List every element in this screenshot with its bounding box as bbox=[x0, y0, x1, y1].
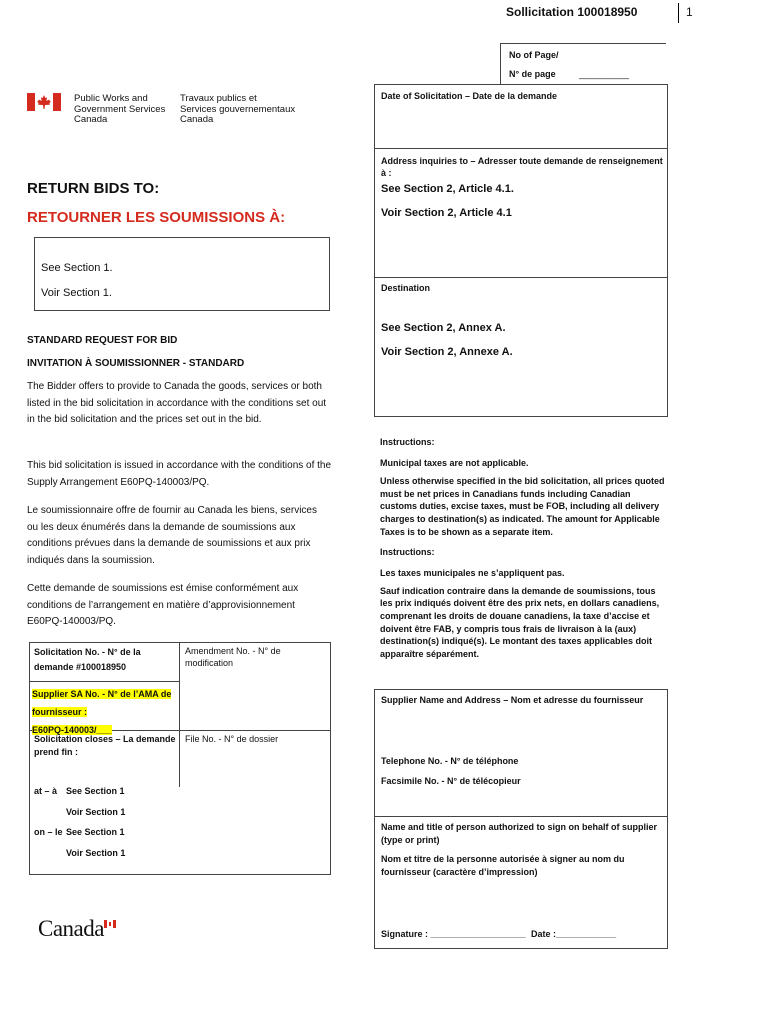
return-bids-line2: Voir Section 1. bbox=[41, 287, 112, 299]
file-number-label: File No. - N° de dossier bbox=[185, 734, 279, 744]
department-name-en: Public Works and Government Services Canada bbox=[74, 93, 166, 125]
solicitation-header: Sollicitation 100018950 bbox=[506, 5, 638, 19]
page-count-value: __________ bbox=[579, 69, 630, 79]
date-field[interactable]: Date :____________ bbox=[531, 929, 617, 939]
address-inquiries-label: Address inquiries to – Adresser toute demande de renseignement à : bbox=[381, 156, 663, 178]
request-paragraph-3: Le soumissionnaire offre de fournir au Canada les biens, services ou les deux énumérés dans la demande de soumissions aux conditions prévues dans la demande de soumissions et aux prix indiqués dans la soumission. bbox=[27, 505, 317, 566]
date-of-solicitation-label: Date of Solicitation – Date de la demande bbox=[381, 91, 558, 101]
instructions-body-en: Unless otherwise specified in the bid solicitation, all prices quoted must be net prices in Canadians funds including Canadian customs duties, excise taxes, must be FOB, including all delivery charges to destination(s) as indicated. The amount for Applicable Taxes is to be shown as a separate item. bbox=[380, 476, 665, 537]
address-inquiries-line1: See Section 2, Article 4.1. bbox=[381, 183, 514, 195]
closes-on-value-en: See Section 1 bbox=[66, 827, 125, 837]
page-count-box: No of Page/ N° de page __________ bbox=[500, 43, 666, 85]
instructions-tax-en: Municipal taxes are not applicable. bbox=[380, 458, 529, 468]
instructions-tax-fr: Les taxes municipales ne s’appliquent pas. bbox=[380, 567, 565, 578]
destination-line2: Voir Section 2, Annexe A. bbox=[381, 346, 513, 358]
return-bids-box bbox=[34, 237, 330, 311]
request-title-en: STANDARD REQUEST FOR BID bbox=[27, 335, 178, 346]
header-divider bbox=[678, 3, 679, 23]
canada-flag-icon bbox=[27, 93, 61, 111]
date-of-solicitation-box[interactable] bbox=[374, 84, 668, 149]
instructions-body-fr: Sauf indication contraire dans la demande de soumissions, tous les prix indiqués doivent être des prix nets, en dollars canadiens, comprenant les droits de douane canadiens, la taxe d’accise et doivent être FAB, y compris tous frais de livraison à la (aux) destination(s) indiqué(s). Le montant des taxes applicables doit apparaître séparément. bbox=[380, 585, 660, 660]
request-paragraph-1: The Bidder offers to provide to Canada the goods, services or both listed in the bid solicitation in accordance with the conditions set out in the bid solicitation and the prices set out in the bid. bbox=[27, 381, 327, 425]
request-title-fr: INVITATION À SOUMISSIONNER - STANDARD bbox=[27, 358, 245, 369]
return-bids-line1: See Section 1. bbox=[41, 262, 113, 274]
instructions-label-fr: Instructions: bbox=[380, 546, 435, 557]
signature-field[interactable]: Signature : ___________________ bbox=[381, 929, 526, 939]
destination-box bbox=[374, 277, 668, 417]
amendment-number-label: Amendment No. - N° de modification bbox=[185, 646, 281, 668]
supplier-name-address-label: Supplier Name and Address – Nom et adresse du fournisseur bbox=[381, 695, 644, 705]
page-number: 1 bbox=[686, 5, 693, 19]
authorized-person-label-en: Name and title of person authorized to sign on behalf of supplier (type or print) bbox=[381, 822, 658, 845]
telephone-label: Telephone No. - N° de téléphone bbox=[381, 756, 519, 766]
destination-line1: See Section 2, Annex A. bbox=[381, 322, 506, 334]
instructions-label-en: Instructions: bbox=[380, 437, 435, 447]
facsimile-label: Facsimile No. - N° de télécopieur bbox=[381, 776, 521, 786]
wordmark-flag-icon bbox=[104, 920, 116, 928]
closes-on-label: on – le bbox=[34, 827, 63, 837]
return-bids-title-fr: RETOURNER LES SOUMISSIONS À: bbox=[27, 209, 286, 226]
closes-on-value-fr: Voir Section 1 bbox=[66, 848, 126, 858]
address-inquiries-box bbox=[374, 148, 668, 278]
supplier-sa-number: Supplier SA No. - N° de l’AMA de fournisseur : E60PQ-140003/___ bbox=[32, 689, 172, 735]
authorized-person-label-fr: Nom et titre de la personne autorisée à signer au nom du fournisseur (caractère d’impression) bbox=[381, 854, 625, 877]
table-col-divider bbox=[179, 642, 180, 787]
request-paragraph-2: This bid solicitation is issued in accordance with the conditions of the Supply Arrangement E60PQ-140003/PQ. bbox=[27, 460, 332, 488]
department-name-fr: Travaux publics et Services gouvernementaux Canada bbox=[180, 93, 296, 125]
address-inquiries-line2: Voir Section 2, Article 4.1 bbox=[381, 207, 512, 219]
table-row-divider-1 bbox=[29, 681, 179, 682]
closes-at-value-en: See Section 1 bbox=[66, 786, 125, 796]
closes-at-value-fr: Voir Section 1 bbox=[66, 807, 126, 817]
solicitation-closes-label: Solicitation closes – La demande prend fin : bbox=[34, 734, 176, 757]
closes-at-label: at – à bbox=[34, 786, 58, 796]
instructions-block bbox=[380, 436, 670, 661]
destination-label: Destination bbox=[381, 283, 431, 293]
return-bids-title-en: RETURN BIDS TO: bbox=[27, 180, 160, 197]
canada-wordmark: Canada bbox=[38, 916, 104, 941]
request-paragraph-4: Cette demande de soumissions est émise conformément aux conditions de l’arrangement en matière d’approvisionnement E60PQ-140003/PQ. bbox=[27, 583, 299, 627]
supplier-divider bbox=[374, 816, 668, 817]
supplier-box[interactable] bbox=[374, 689, 668, 949]
solicitation-number: Solicitation No. - N° de la demande #100018950 bbox=[34, 647, 141, 672]
